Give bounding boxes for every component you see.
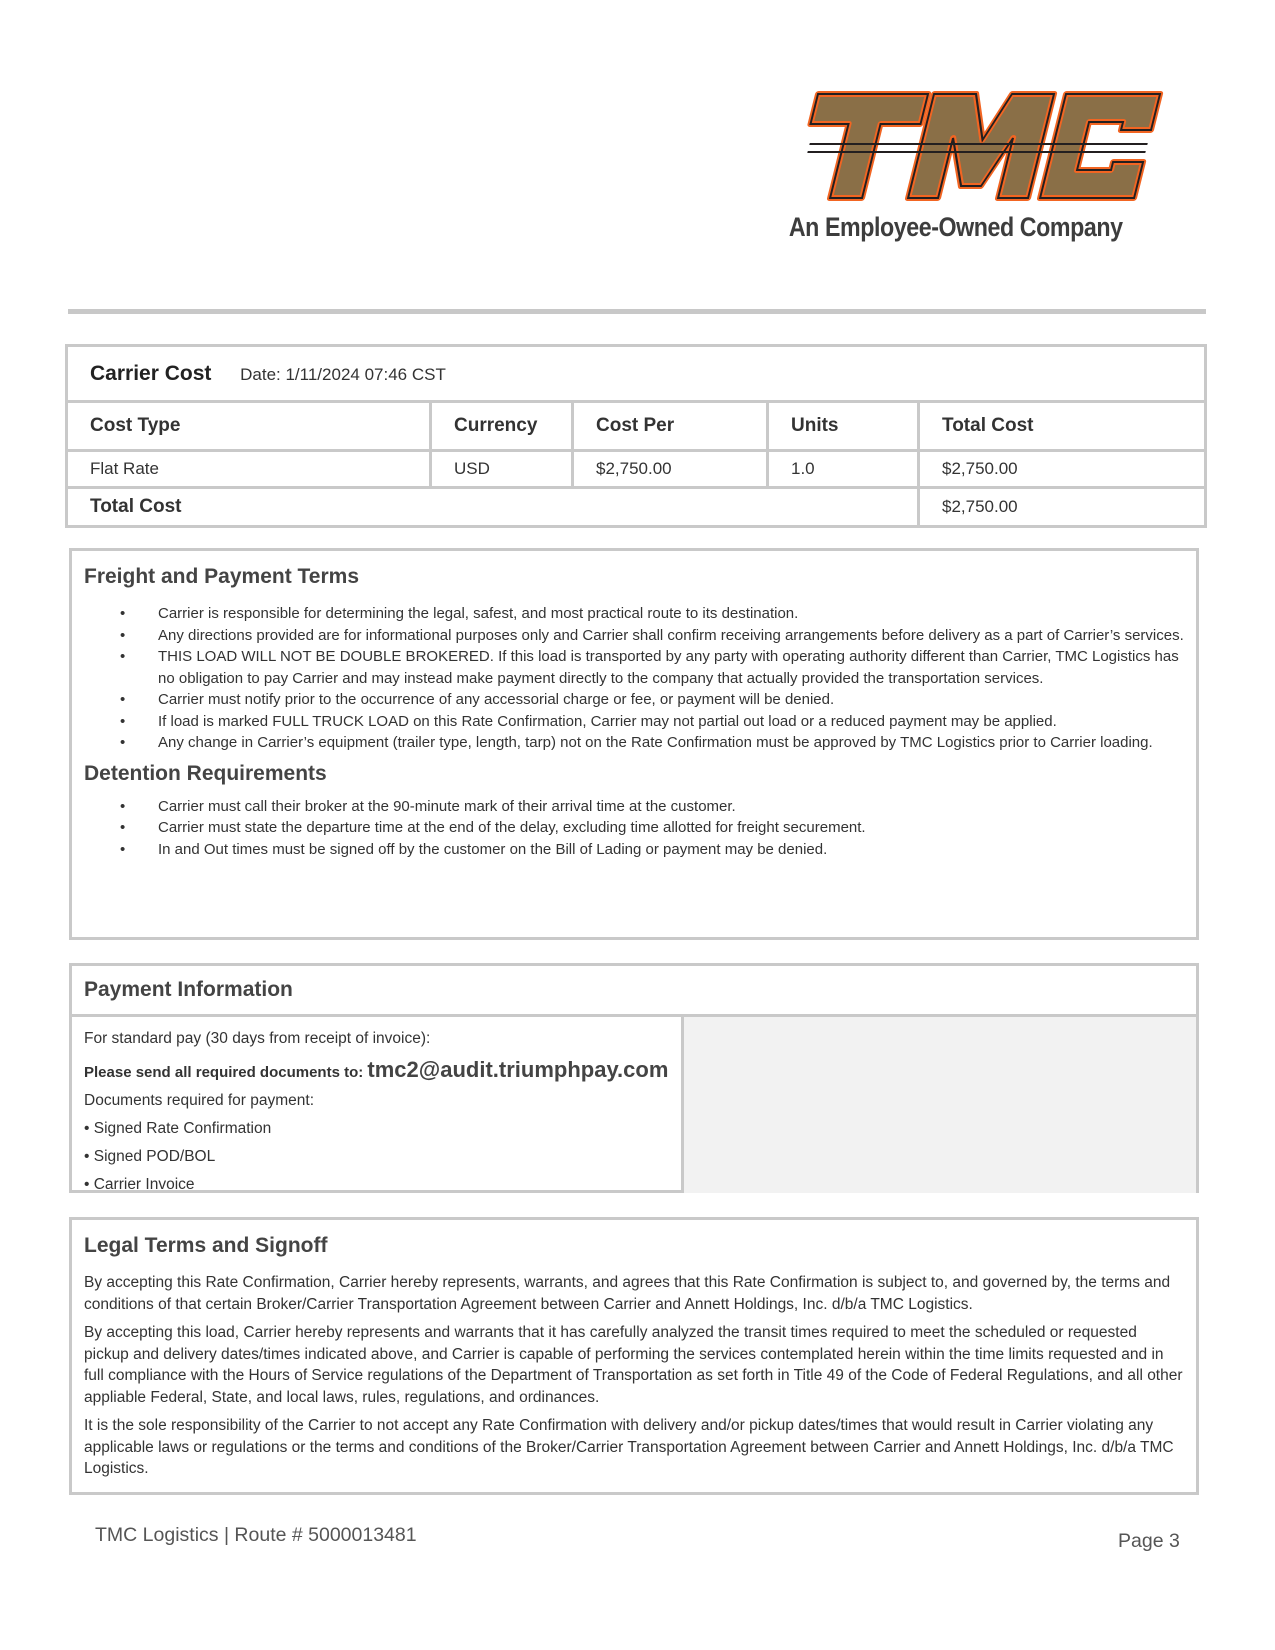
list-item <box>84 603 1184 625</box>
send-documents-line <box>84 1053 669 1087</box>
payment-info-section <box>69 963 1199 1193</box>
bullet-icon: • <box>120 691 126 708</box>
legal-paragraph: By accepting this Rate Confirmation, Carrier hereby represents, warrants, and agrees that this Rate Confirmation is subject to, and governed by, the terms and conditions of that certain Broker/Carrier Transportation Agreement between Carrier and Annett Holdings, Inc. d/b/a TMC Logistics. <box>84 1274 1171 1313</box>
bullet-icon: • <box>120 819 126 836</box>
footer-route: TMC Logistics | Route # 5000013481 <box>95 1524 417 1546</box>
document-item: • Carrier Invoice <box>84 1176 195 1193</box>
cell-total-cost: $2,750.00 <box>919 451 1206 488</box>
payment-email: tmc2@audit.triumphpay.com <box>367 1057 669 1082</box>
page-number: Page 3 <box>1118 1530 1180 1552</box>
legal-paragraph: It is the sole responsibility of the Carrier to not accept any Rate Confirmation with delivery and/or pickup dates/times that would result in Carrier violating any applicable laws or regulations or the terms and conditions of the Broker/Carrier Transportation Agreement between Carrier and Annett Holdings, Inc. d/b/a TMC Logistics. <box>84 1417 1174 1477</box>
bullet-icon: • <box>120 712 126 730</box>
cell-units: 1.0 <box>768 451 919 488</box>
carrier-cost-table <box>65 344 1207 528</box>
list-item <box>84 732 1184 754</box>
col-header-cost-per: Cost Per <box>573 402 768 451</box>
payment-details <box>72 1017 684 1193</box>
col-header-units: Units <box>768 402 919 451</box>
standard-pay-text: For standard pay (30 days from receipt of invoice): <box>84 1030 431 1047</box>
logo-tagline: An Employee-Owned Company <box>788 212 1123 242</box>
col-header-cost-type: Cost Type <box>67 402 431 451</box>
list-item <box>84 817 1184 839</box>
bullet-icon: • <box>120 626 126 644</box>
payment-blank-panel <box>684 1017 1196 1193</box>
bullet-icon: • <box>120 840 126 858</box>
legal-paragraph: By accepting this load, Carrier hereby represents and warrants that it has carefully analyzed the transit times required to meet the scheduled or requested pickup and delivery dates/times indicated above, and Carrier is capable of performing the services contemplated herein within the time limits requested and in full compliance with the Hours of Service regulations of the Department of Transportation as set forth in Title 49 of the Code of Federal Regulations, and all other appliable Federal, State, and local laws, rules, regulations, and ordinances. <box>84 1324 1183 1406</box>
legal-title: Legal Terms and Signoff <box>84 1234 328 1257</box>
total-cost-value: $2,750.00 <box>919 488 1206 527</box>
detention-title: Detention Requirements <box>84 761 327 785</box>
detention-text: Carrier must call their broker at the 90-minute mark of their arrival time at the customer. <box>158 797 736 815</box>
detention-list <box>84 796 1184 861</box>
payment-title: Payment Information <box>84 978 293 1001</box>
freight-terms-list <box>84 603 1184 754</box>
freight-term-text: Any directions provided are for informational purposes only and Carrier shall confirm receiving arrangements before delivery as a part of Carrier’s services. <box>158 626 1184 644</box>
detention-text: In and Out times must be signed off by the customer on the Bill of Lading or payment may be denied. <box>158 840 828 858</box>
send-documents-label: Please send all required documents to: <box>84 1064 364 1081</box>
freight-terms-title: Freight and Payment Terms <box>84 565 360 588</box>
list-item <box>84 625 1184 647</box>
list-item <box>84 689 1184 711</box>
payment-body <box>72 1017 1196 1193</box>
list-item <box>84 646 1184 689</box>
cell-cost-type: Flat Rate <box>67 451 431 488</box>
documents-required-label: Documents required for payment: <box>84 1092 315 1109</box>
freight-term-text: THIS LOAD WILL NOT BE DOUBLE BROKERED. If this load is transported by any party with operating authority different than Carrier, TMC Logistics has no obligation to pay Carrier and may instead make payment directly to the company that actually provided the transportation services. <box>158 648 1179 687</box>
list-item <box>84 711 1184 733</box>
carrier-cost-header <box>67 346 1206 402</box>
freight-term-text: Carrier is responsible for determining the legal, safest, and most practical route to its destination. <box>158 605 799 622</box>
total-cost-label: Total Cost <box>67 488 919 527</box>
freight-term-text: Carrier must notify prior to the occurrence of any accessorial charge or fee, or payment will be denied. <box>158 691 835 708</box>
payment-header <box>72 966 1196 1017</box>
carrier-cost-date: Date: 1/11/2024 07:46 CST <box>240 364 446 384</box>
table-row <box>67 451 1206 488</box>
document-item: • Signed POD/BOL <box>84 1148 216 1165</box>
tmc-logo-graphic <box>788 86 1188 210</box>
detention-text: Carrier must state the departure time at the end of the delay, excluding time allotted for freight securement. <box>158 819 866 836</box>
header-divider <box>68 309 1206 314</box>
col-header-total-cost: Total Cost <box>919 402 1206 451</box>
company-logo <box>788 86 1188 254</box>
list-item <box>84 839 1184 861</box>
total-row <box>67 488 1206 527</box>
list-item <box>84 796 1184 818</box>
freight-term-text: If load is marked FULL TRUCK LOAD on this Rate Confirmation, Carrier may not partial out load or a reduced payment may be applied. <box>158 712 1057 730</box>
bullet-icon: • <box>120 734 126 751</box>
freight-terms-section <box>69 548 1199 940</box>
cell-currency: USD <box>431 451 573 488</box>
carrier-cost-title: Carrier Cost <box>90 361 212 385</box>
freight-term-text: Any change in Carrier’s equipment (trailer type, length, tarp) not on the Rate Confirmation must be approved by TMC Logistics prior to Carrier loading. <box>158 734 1153 751</box>
document-item: • Signed Rate Confirmation <box>84 1120 272 1137</box>
bullet-icon: • <box>120 797 126 815</box>
bullet-icon: • <box>120 605 126 622</box>
col-header-currency: Currency <box>431 402 573 451</box>
bullet-icon: • <box>120 648 126 665</box>
legal-terms-section <box>69 1217 1199 1495</box>
cell-cost-per: $2,750.00 <box>573 451 768 488</box>
